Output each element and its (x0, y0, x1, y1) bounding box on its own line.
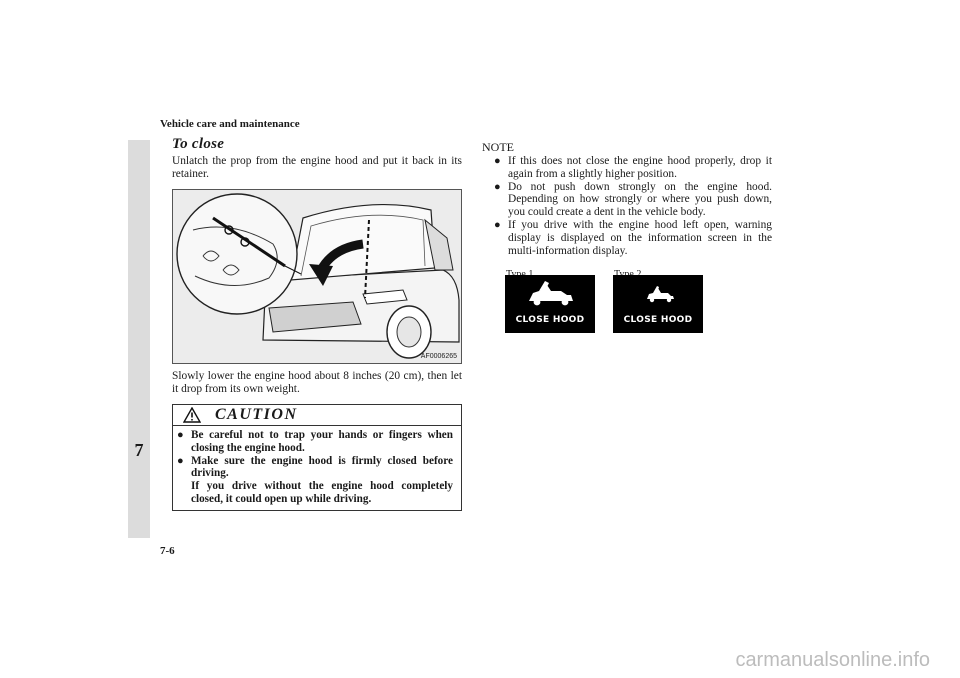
note-label: NOTE (482, 140, 514, 154)
section-header: Vehicle care and maintenance (160, 118, 300, 130)
left-column (172, 136, 462, 511)
note-item (494, 155, 772, 181)
right-column (482, 140, 772, 285)
caution-item (177, 455, 453, 481)
warning-triangle-icon (183, 407, 201, 423)
caution-item (177, 429, 453, 455)
note-item-text: Do not push down strongly on the engine hood. Depending on how strongly or where you push down, you could create a dent in the vehicle body. (508, 180, 772, 219)
note-item (494, 219, 772, 257)
caution-item-text: If you drive without the engine hood completely closed, it could open up while driving. (191, 480, 453, 505)
hood-illustration (172, 189, 462, 364)
figure-code: AF0006265 (420, 353, 457, 360)
chapter-number: 7 (134, 440, 144, 460)
caution-title-bar (173, 405, 461, 426)
bullet-icon: ● (177, 454, 184, 467)
bullet-icon: ● (177, 429, 184, 441)
watermark: carmanualsonline.info (735, 649, 930, 671)
caution-label: CAUTION (215, 406, 298, 423)
instruction-paragraph: Slowly lower the engine hood about 8 inches (20 cm), then let it drop from its own weight. (172, 370, 462, 395)
caution-item-text: Make sure the engine hood is firmly closed before driving. (191, 454, 453, 480)
chapter-tab (128, 140, 150, 538)
note-item (494, 181, 772, 219)
section-heading: To close (172, 136, 225, 152)
car-hood-drawing (173, 190, 461, 363)
caution-item (177, 480, 453, 506)
bullet-spacer (177, 480, 191, 506)
display-type-1-text: CLOSE HOOD (515, 315, 585, 325)
caution-box (172, 404, 462, 511)
car-open-hood-icon (613, 275, 703, 311)
bullet-icon: ● (494, 155, 501, 167)
caution-body (173, 426, 461, 510)
display-type-2-text: CLOSE HOOD (623, 315, 693, 325)
note-item-text: If you drive with the engine hood left open, warning display is displayed on the information screen in the multi-information display. (508, 218, 772, 257)
display-type-2 (613, 275, 703, 333)
note-item-text: If this does not close the engine hood properly, drop it again from a slightly higher position. (508, 155, 772, 180)
page-number: 7-6 (160, 545, 175, 557)
caution-item-text: Be careful not to trap your hands or fingers when closing the engine hood. (191, 429, 453, 454)
bullet-icon: ● (494, 180, 501, 193)
display-type-1 (505, 275, 595, 333)
bullet-icon: ● (494, 218, 501, 231)
car-open-hood-icon (505, 275, 595, 311)
intro-paragraph: Unlatch the prop from the engine hood and put it back in its retainer. (172, 155, 462, 180)
